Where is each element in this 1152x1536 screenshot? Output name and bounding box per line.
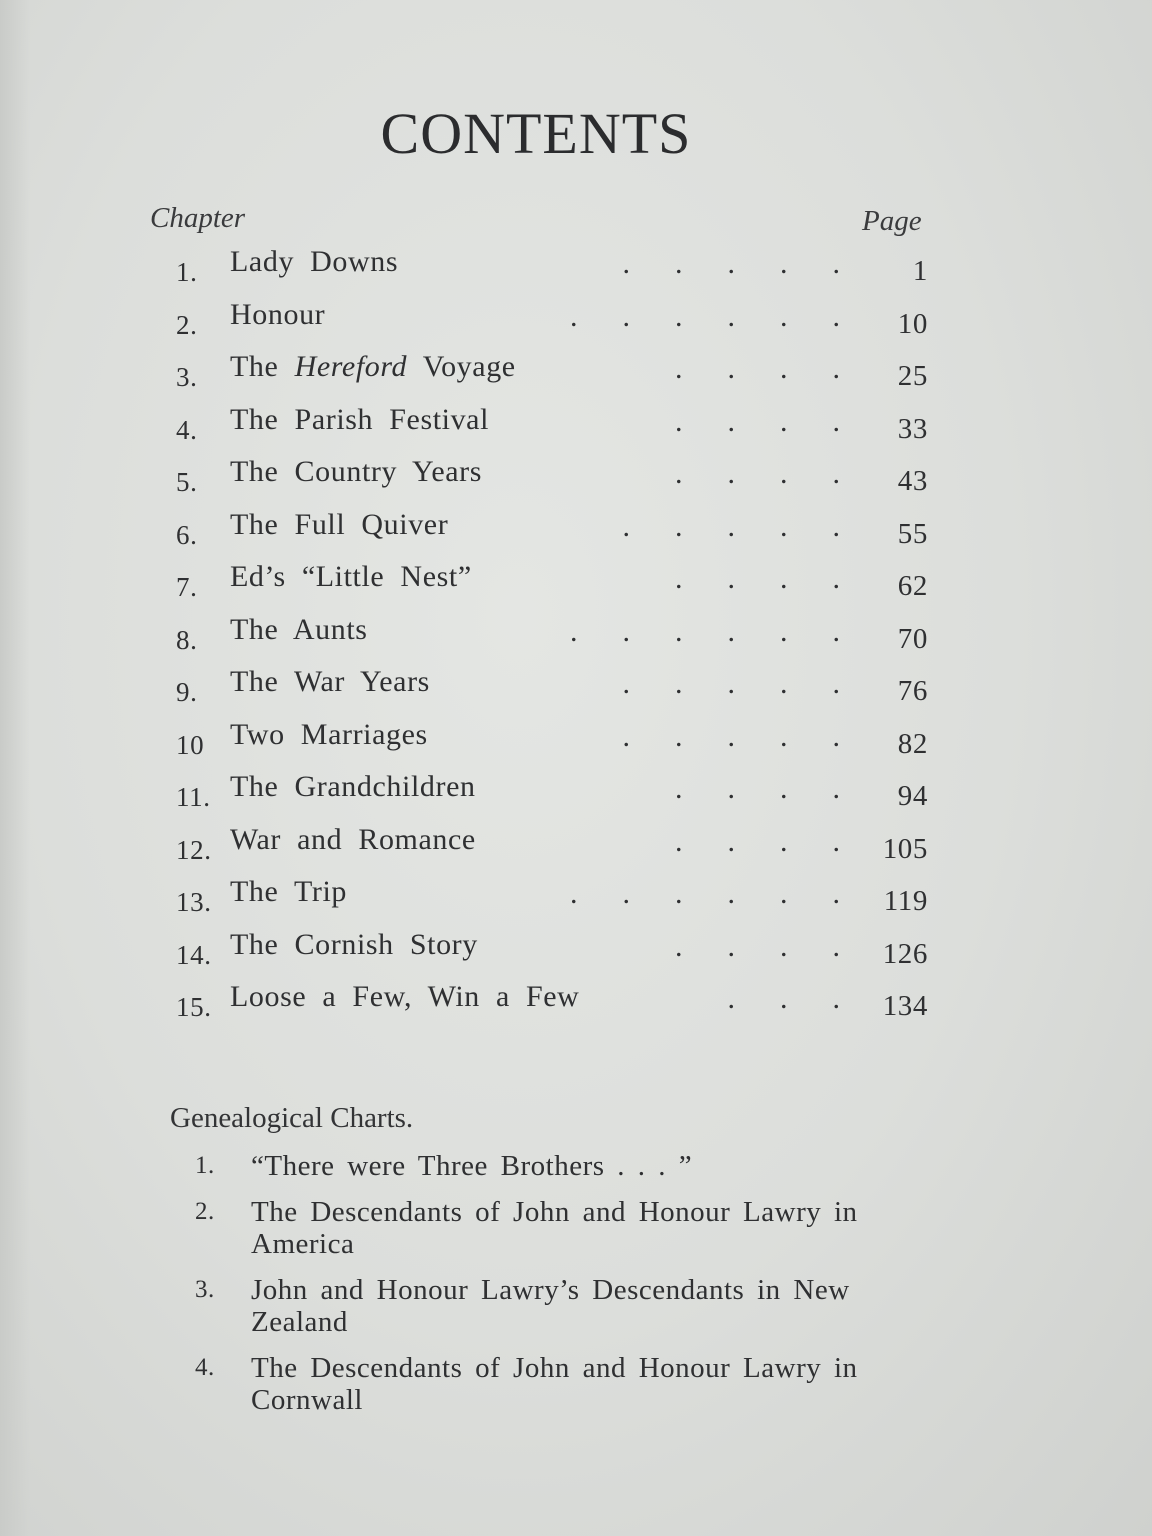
toc-entry [170, 455, 930, 508]
dot-leader: . . . . [675, 929, 840, 963]
page-number: 1 [912, 255, 928, 287]
chapter-title: Ed’s “Little Nest” [230, 560, 472, 593]
page-number: 82 [897, 727, 928, 760]
chapter-number: 3. [176, 362, 198, 392]
chart-title: The Descendants of John and Honour Lawry in America [251, 1196, 858, 1260]
chapter-number: 10 [176, 729, 205, 760]
dot-leader: . . . . . [622, 719, 840, 753]
chart-title: The Descendants of John and Honour Lawry in Cornwall [251, 1352, 858, 1416]
chapter-title: The War Years [230, 665, 430, 698]
chapter-title [230, 350, 516, 384]
chapter-number: 12. [176, 834, 212, 865]
chapter-number: 6. [176, 519, 198, 550]
genealogical-charts-heading: Genealogical Charts. [170, 1102, 414, 1134]
table-of-contents [170, 245, 930, 1033]
toc-entry [170, 875, 930, 928]
chart-title: John and Honour Lawry’s Descendants in New Zealand [251, 1274, 850, 1338]
chapter-number: 1. [176, 257, 198, 287]
toc-entry [170, 770, 930, 823]
chapter-title: The Aunts [230, 612, 368, 646]
chart-number: 4. [195, 1354, 215, 1381]
chapter-title: The Trip [230, 875, 347, 908]
chapter-title: The Cornish Story [230, 927, 478, 961]
page-number: 10 [897, 307, 928, 340]
chart-number: 2. [195, 1198, 215, 1225]
chapter-title: Honour [230, 297, 326, 331]
toc-entry [170, 980, 930, 1033]
toc-entry [170, 245, 930, 298]
toc-entry [170, 613, 930, 666]
toc-entry [170, 508, 930, 561]
chapter-number: 8. [176, 624, 198, 655]
chapter-title: Lady Downs [230, 245, 399, 278]
dot-leader: . . . . [675, 457, 840, 490]
chart-entry [195, 1196, 915, 1260]
page-number: 94 [897, 780, 928, 812]
chart-entry [195, 1274, 915, 1338]
toc-entry [170, 665, 930, 718]
chapter-title: Two Marriages [230, 717, 428, 751]
chapter-title-part: Voyage [422, 350, 516, 383]
page-number: 119 [883, 885, 928, 917]
page-number: 33 [897, 412, 928, 445]
chapter-title-part: The [230, 350, 279, 383]
toc-entry [170, 298, 930, 351]
ship-name: Hereford [294, 350, 408, 383]
dot-leader: . . . . [675, 352, 840, 385]
chapter-title: Loose a Few, Win a Few [230, 980, 580, 1013]
chapter-title: The Country Years [230, 455, 483, 488]
page-number: 126 [882, 937, 928, 970]
genealogical-charts-list [195, 1150, 915, 1430]
chapter-number: 15. [176, 992, 212, 1022]
chapter-title: The Full Quiver [230, 507, 449, 541]
chapter-number: 2. [176, 309, 198, 340]
dot-leader: . . . [727, 982, 840, 1015]
page-column-header: Page [862, 205, 922, 237]
chart-entry [195, 1352, 915, 1416]
chapter-number: 4. [176, 414, 198, 445]
chapter-title: War and Romance [230, 822, 476, 856]
chapter-number: 11. [176, 782, 211, 812]
page-title: CONTENTS [380, 101, 692, 166]
chapter-number: 13. [176, 887, 212, 917]
chapter-number: 5. [176, 467, 198, 497]
chapter-number: 9. [176, 677, 198, 707]
page-number: 25 [897, 360, 928, 392]
toc-entry [170, 823, 930, 876]
page-number: 55 [897, 517, 928, 550]
page-number: 62 [897, 570, 928, 602]
chapter-number: 14. [176, 939, 212, 970]
toc-entry [170, 928, 930, 981]
page-number: 134 [882, 990, 928, 1022]
chapter-number: 7. [176, 572, 198, 602]
dot-leader: . . . . . . [570, 299, 840, 333]
chart-number: 1. [195, 1152, 215, 1179]
toc-entry [170, 560, 930, 613]
page-number: 43 [897, 465, 928, 497]
toc-entry [170, 403, 930, 456]
page-gutter-shadow [0, 0, 30, 1536]
dot-leader: . . . . . [622, 667, 840, 700]
dot-leader: . . . . [675, 562, 840, 595]
toc-entry [170, 350, 930, 403]
dot-leader: . . . . . . [570, 877, 840, 910]
dot-leader: . . . . . . [570, 614, 840, 648]
dot-leader: . . . . . [622, 509, 840, 543]
dot-leader: . . . . [675, 404, 840, 438]
page-number: 76 [897, 675, 928, 707]
chart-entry [195, 1150, 915, 1182]
chart-number: 3. [195, 1276, 215, 1303]
page-number: 70 [897, 622, 928, 655]
dot-leader: . . . . [675, 824, 840, 858]
dot-leader: . . . . [675, 772, 840, 805]
page-number: 105 [882, 832, 928, 865]
chapter-title: The Grandchildren [230, 770, 476, 803]
chapter-column-header: Chapter [150, 202, 246, 234]
chapter-title: The Parish Festival [230, 402, 490, 436]
dot-leader: . . . . . [622, 247, 840, 280]
toc-entry [170, 718, 930, 771]
chart-title: “There were Three Brothers . . . ” [251, 1150, 693, 1182]
